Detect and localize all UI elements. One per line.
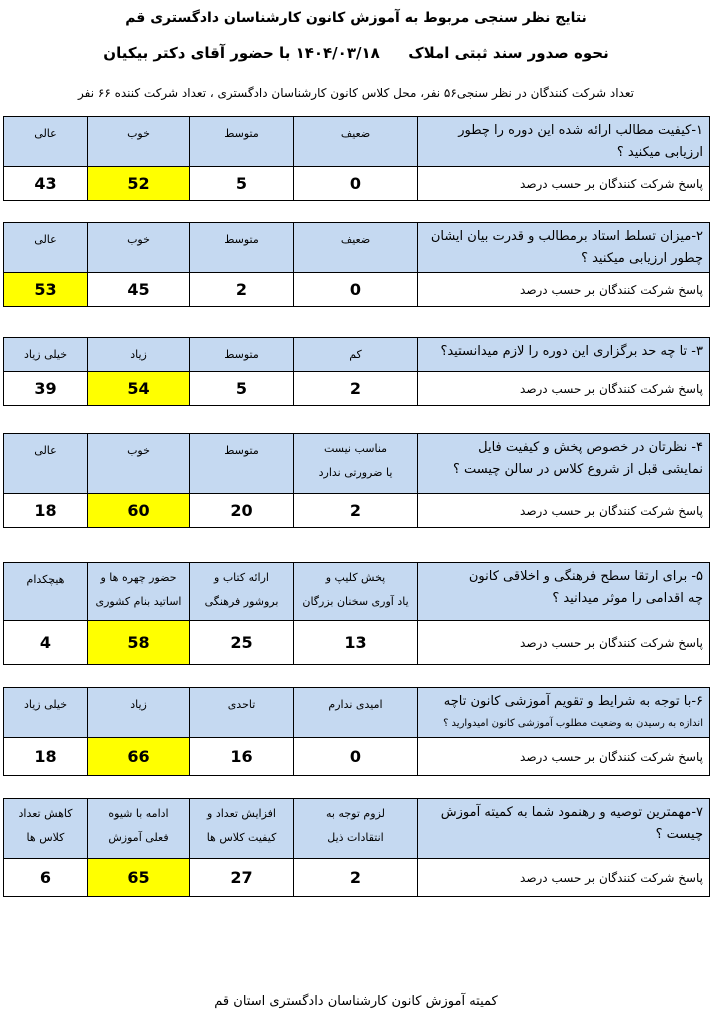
question-table-4 [3, 433, 710, 528]
option-label: عالی [4, 223, 88, 273]
question-table-3 [3, 337, 710, 406]
option-label: پخش کلیپ و یاد آوری سخنان بزرگان [294, 563, 418, 621]
percent-value: 0 [294, 738, 418, 776]
percent-value: 39 [4, 372, 88, 406]
course-date: ۱۴۰۴/۰۳/۱۸ [295, 44, 380, 62]
row-label: پاسخ شرکت کنندگان بر حسب درصد [418, 621, 710, 665]
question-table-2 [3, 222, 710, 307]
row-label: پاسخ شرکت کنندگان بر حسب درصد [418, 494, 710, 528]
row-label: پاسخ شرکت کنندگان بر حسب درصد [418, 859, 710, 897]
option-label: حضور چهره ها و اساتید بنام کشوری [88, 563, 190, 621]
percent-value: 2 [294, 494, 418, 528]
participants-info: تعداد شرکت کنندگان در نظر سنجی۵۶ نفر، محل کلاس کانون کارشناسان دادگستری ، تعداد شرکت کننده ۶۶ نفر [78, 86, 634, 100]
percent-value: 2 [294, 859, 418, 897]
percent-value-highlighted: 58 [88, 621, 190, 665]
question-text: ۳- تا چه حد برگزاری این دوره را لازم میدانستید؟ [418, 338, 710, 372]
question-table-5 [3, 562, 710, 665]
page-title: نتایج نظر سنجی مربوط به آموزش کانون کارشناسان دادگستری قم [125, 10, 587, 26]
option-label: زیاد [88, 338, 190, 372]
percent-value: 18 [4, 494, 88, 528]
question-text: ۶-با توجه به شرایط و تقویم آموزشی کانون تاچه اندازه به رسیدن به وضعیت مطلوب آموزشی کانون امیدوارید ؟ [418, 688, 710, 738]
question-text: ۵- برای ارتقا سطح فرهنگی و اخلاقی کانون چه اقدامی را موثر میدانید ؟ [418, 563, 710, 621]
percent-value: 16 [190, 738, 294, 776]
option-label: متوسط [190, 434, 294, 494]
option-label: تاحدی [190, 688, 294, 738]
percent-value: 27 [190, 859, 294, 897]
option-label: کاهش تعداد کلاس ها [4, 799, 88, 859]
course-teacher: با حضور آقای دکتر بیکیان [103, 44, 291, 62]
option-label: عالی [4, 434, 88, 494]
percent-value: 45 [88, 273, 190, 307]
option-label: خوب [88, 117, 190, 167]
option-label: لزوم توجه به انتقادات ذیل [294, 799, 418, 859]
option-label: افزایش تعداد و کیفیت کلاس ها [190, 799, 294, 859]
option-label: مناسب نیست یا ضرورتی ندارد [294, 434, 418, 494]
percent-value: 25 [190, 621, 294, 665]
row-label: پاسخ شرکت کنندگان بر حسب درصد [418, 372, 710, 406]
percent-value-highlighted: 66 [88, 738, 190, 776]
percent-value: 6 [4, 859, 88, 897]
percent-value: 43 [4, 167, 88, 201]
option-label: متوسط [190, 223, 294, 273]
percent-value: 2 [294, 372, 418, 406]
row-label: پاسخ شرکت کنندگان بر حسب درصد [418, 273, 710, 307]
percent-value: 0 [294, 167, 418, 201]
percent-value-highlighted: 54 [88, 372, 190, 406]
course-subtitle [0, 44, 712, 62]
option-label: ضعیف [294, 223, 418, 273]
percent-value: 5 [190, 167, 294, 201]
option-label: عالی [4, 117, 88, 167]
option-label: زیاد [88, 688, 190, 738]
question-text: ۷-مهمترین توصیه و رهنمود شما به کمیته آموزش چیست ؟ [418, 799, 710, 859]
question-table-1 [3, 116, 710, 201]
option-label: خیلی زیاد [4, 688, 88, 738]
percent-value: 20 [190, 494, 294, 528]
percent-value: 4 [4, 621, 88, 665]
option-label: ارائه کتاب و بروشور فرهنگی [190, 563, 294, 621]
option-label: خوب [88, 434, 190, 494]
percent-value: 18 [4, 738, 88, 776]
percent-value-highlighted: 60 [88, 494, 190, 528]
percent-value: 0 [294, 273, 418, 307]
option-label: هیچکدام [4, 563, 88, 621]
option-label: کم [294, 338, 418, 372]
percent-value-highlighted: 53 [4, 273, 88, 307]
percent-value: 5 [190, 372, 294, 406]
course-name: نحوه صدور سند ثبتی املاک [408, 44, 609, 62]
question-text: ۱-کیفیت مطالب ارائه شده این دوره را چطور ارزیابی میکنید ؟ [418, 117, 710, 167]
option-label: خوب [88, 223, 190, 273]
option-label: خیلی زیاد [4, 338, 88, 372]
option-label: متوسط [190, 338, 294, 372]
percent-value: 2 [190, 273, 294, 307]
question-table-7 [3, 798, 710, 897]
percent-value-highlighted: 52 [88, 167, 190, 201]
option-label: امیدی ندارم [294, 688, 418, 738]
footer-committee: کمیته آموزش کانون کارشناسان دادگستری استان قم [214, 994, 498, 1009]
question-text: ۴- نظرتان در خصوص پخش و کیفیت فایل نمایشی قبل از شروع کلاس در سالن چیست ؟ [418, 434, 710, 494]
question-table-6 [3, 687, 710, 776]
question-text: ۲-میزان تسلط استاد برمطالب و قدرت بیان ایشان چطور ارزیابی میکنید ؟ [418, 223, 710, 273]
row-label: پاسخ شرکت کنندگان بر حسب درصد [418, 167, 710, 201]
percent-value-highlighted: 65 [88, 859, 190, 897]
row-label: پاسخ شرکت کنندگان بر حسب درصد [418, 738, 710, 776]
option-label: ادامه با شیوه فعلی آموزش [88, 799, 190, 859]
option-label: ضعیف [294, 117, 418, 167]
option-label: متوسط [190, 117, 294, 167]
percent-value: 13 [294, 621, 418, 665]
